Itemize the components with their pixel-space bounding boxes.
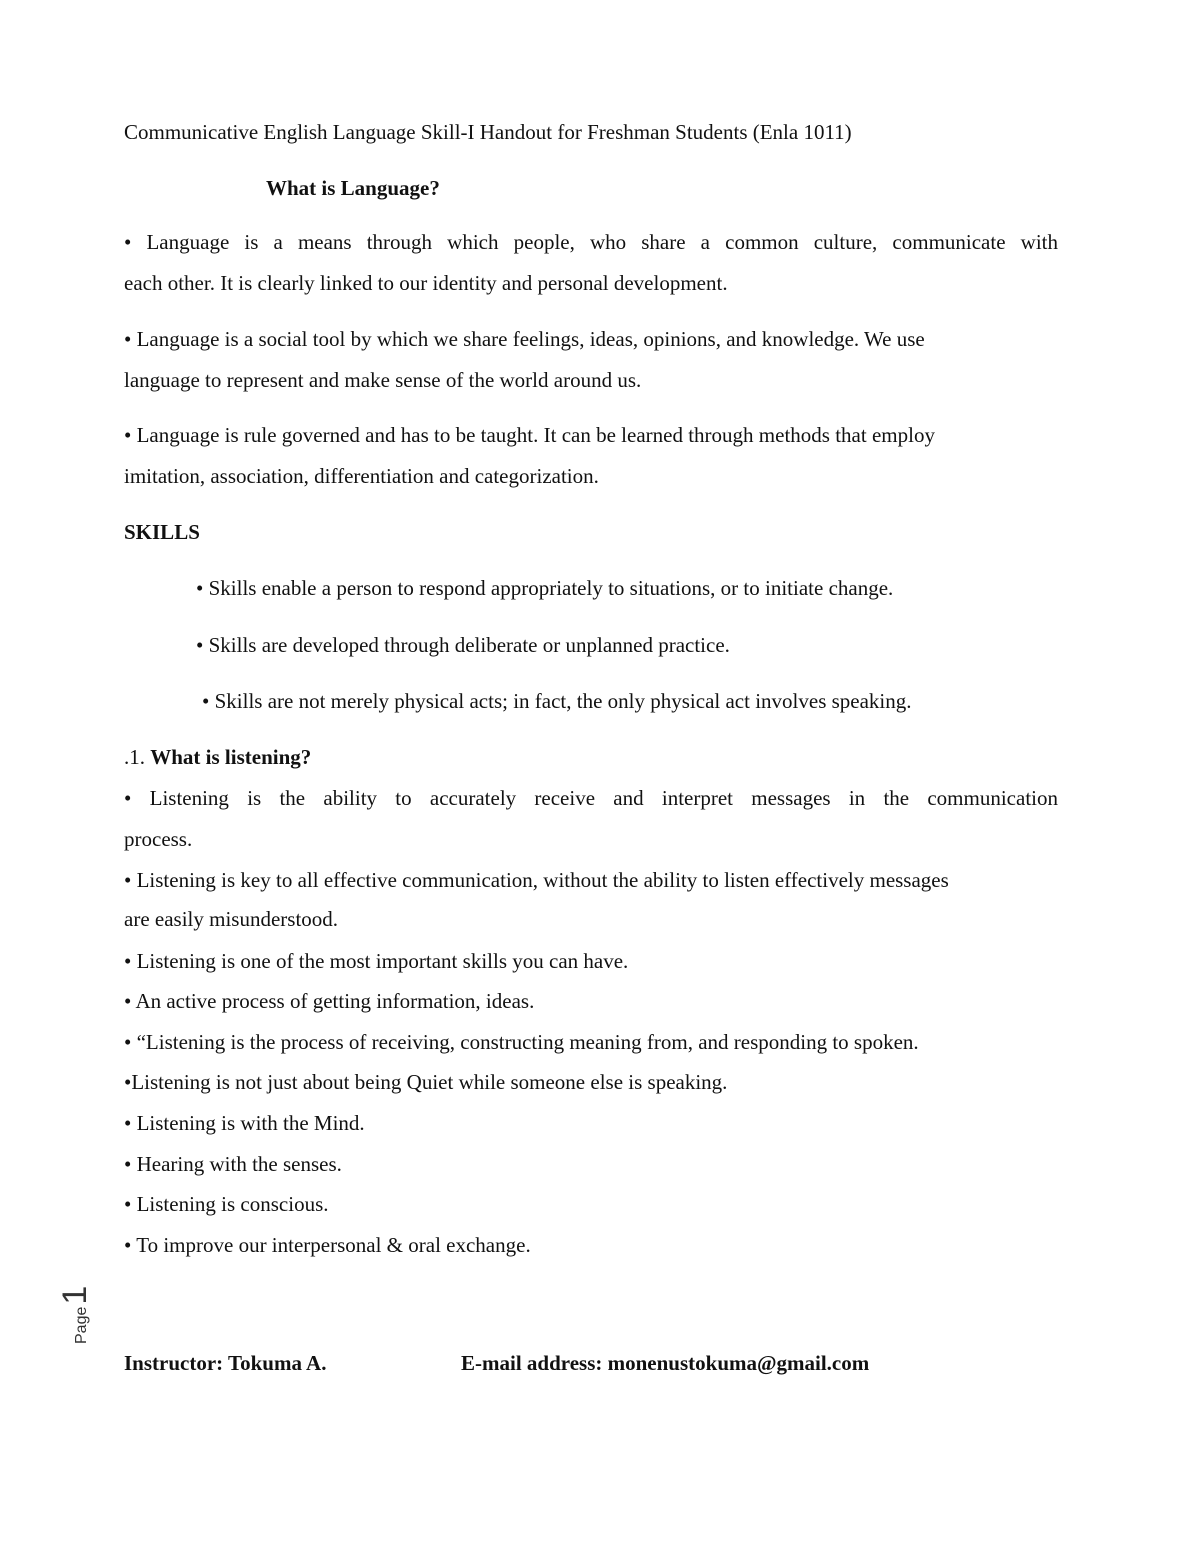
listening-point-2-line-1: • Listening is key to all effective communication, without the ability to listen effectively messages xyxy=(124,868,949,892)
skills-point-1: • Skills enable a person to respond appropriately to situations, or to initiate change. xyxy=(196,576,894,600)
listening-point-2-line-2: are easily misunderstood. xyxy=(124,907,339,931)
language-point-1-line-2: each other. It is clearly linked to our identity and personal development. xyxy=(124,271,728,295)
listening-point-5: • “Listening is the process of receiving, constructing meaning from, and responding to spoken. xyxy=(124,1030,919,1054)
footer-instructor: Instructor: Tokuma A. xyxy=(124,1351,327,1375)
listening-point-8: • Hearing with the senses. xyxy=(124,1152,342,1176)
heading-what-is-language: What is Language? xyxy=(266,176,440,200)
page-number: 1 xyxy=(56,1285,94,1305)
language-point-3-line-1: • Language is rule governed and has to be taught. It can be learned through methods that employ xyxy=(124,423,935,447)
listening-point-4: • An active process of getting information, ideas. xyxy=(124,989,535,1013)
page-number-label xyxy=(56,1262,96,1362)
listening-heading-text: What is listening? xyxy=(150,745,312,769)
listening-point-1-line-1: • Listening is the ability to accurately receive and interpret messages in the communication xyxy=(124,786,1058,810)
listening-point-10: • To improve our interpersonal & oral exchange. xyxy=(124,1233,531,1257)
document-header: Communicative English Language Skill-I Handout for Freshman Students (Enla 1011) xyxy=(124,120,852,144)
footer-email: E-mail address: monenustokuma@gmail.com xyxy=(461,1351,870,1375)
language-point-2-line-2: language to represent and make sense of the world around us. xyxy=(124,368,642,392)
listening-point-7: • Listening is with the Mind. xyxy=(124,1111,365,1135)
heading-skills: SKILLS xyxy=(124,520,200,544)
listening-point-1-line-2: process. xyxy=(124,827,193,851)
listening-point-6: •Listening is not just about being Quiet while someone else is speaking. xyxy=(124,1070,728,1094)
skills-point-3: • Skills are not merely physical acts; in fact, the only physical act involves speaking. xyxy=(202,689,912,713)
listening-point-3: • Listening is one of the most important skills you can have. xyxy=(124,949,629,973)
language-point-1-line-1: • Language is a means through which people, who share a common culture, communicate with xyxy=(124,230,1058,254)
heading-what-is-listening xyxy=(124,747,311,768)
page-word: Page xyxy=(73,1306,90,1344)
listening-point-9: • Listening is conscious. xyxy=(124,1192,329,1216)
listening-heading-number: .1. xyxy=(124,745,151,769)
language-point-2-line-1: • Language is a social tool by which we share feelings, ideas, opinions, and knowledge. We use xyxy=(124,327,925,351)
language-point-3-line-2: imitation, association, differentiation and categorization. xyxy=(124,464,599,488)
skills-point-2: • Skills are developed through deliberate or unplanned practice. xyxy=(196,633,730,657)
